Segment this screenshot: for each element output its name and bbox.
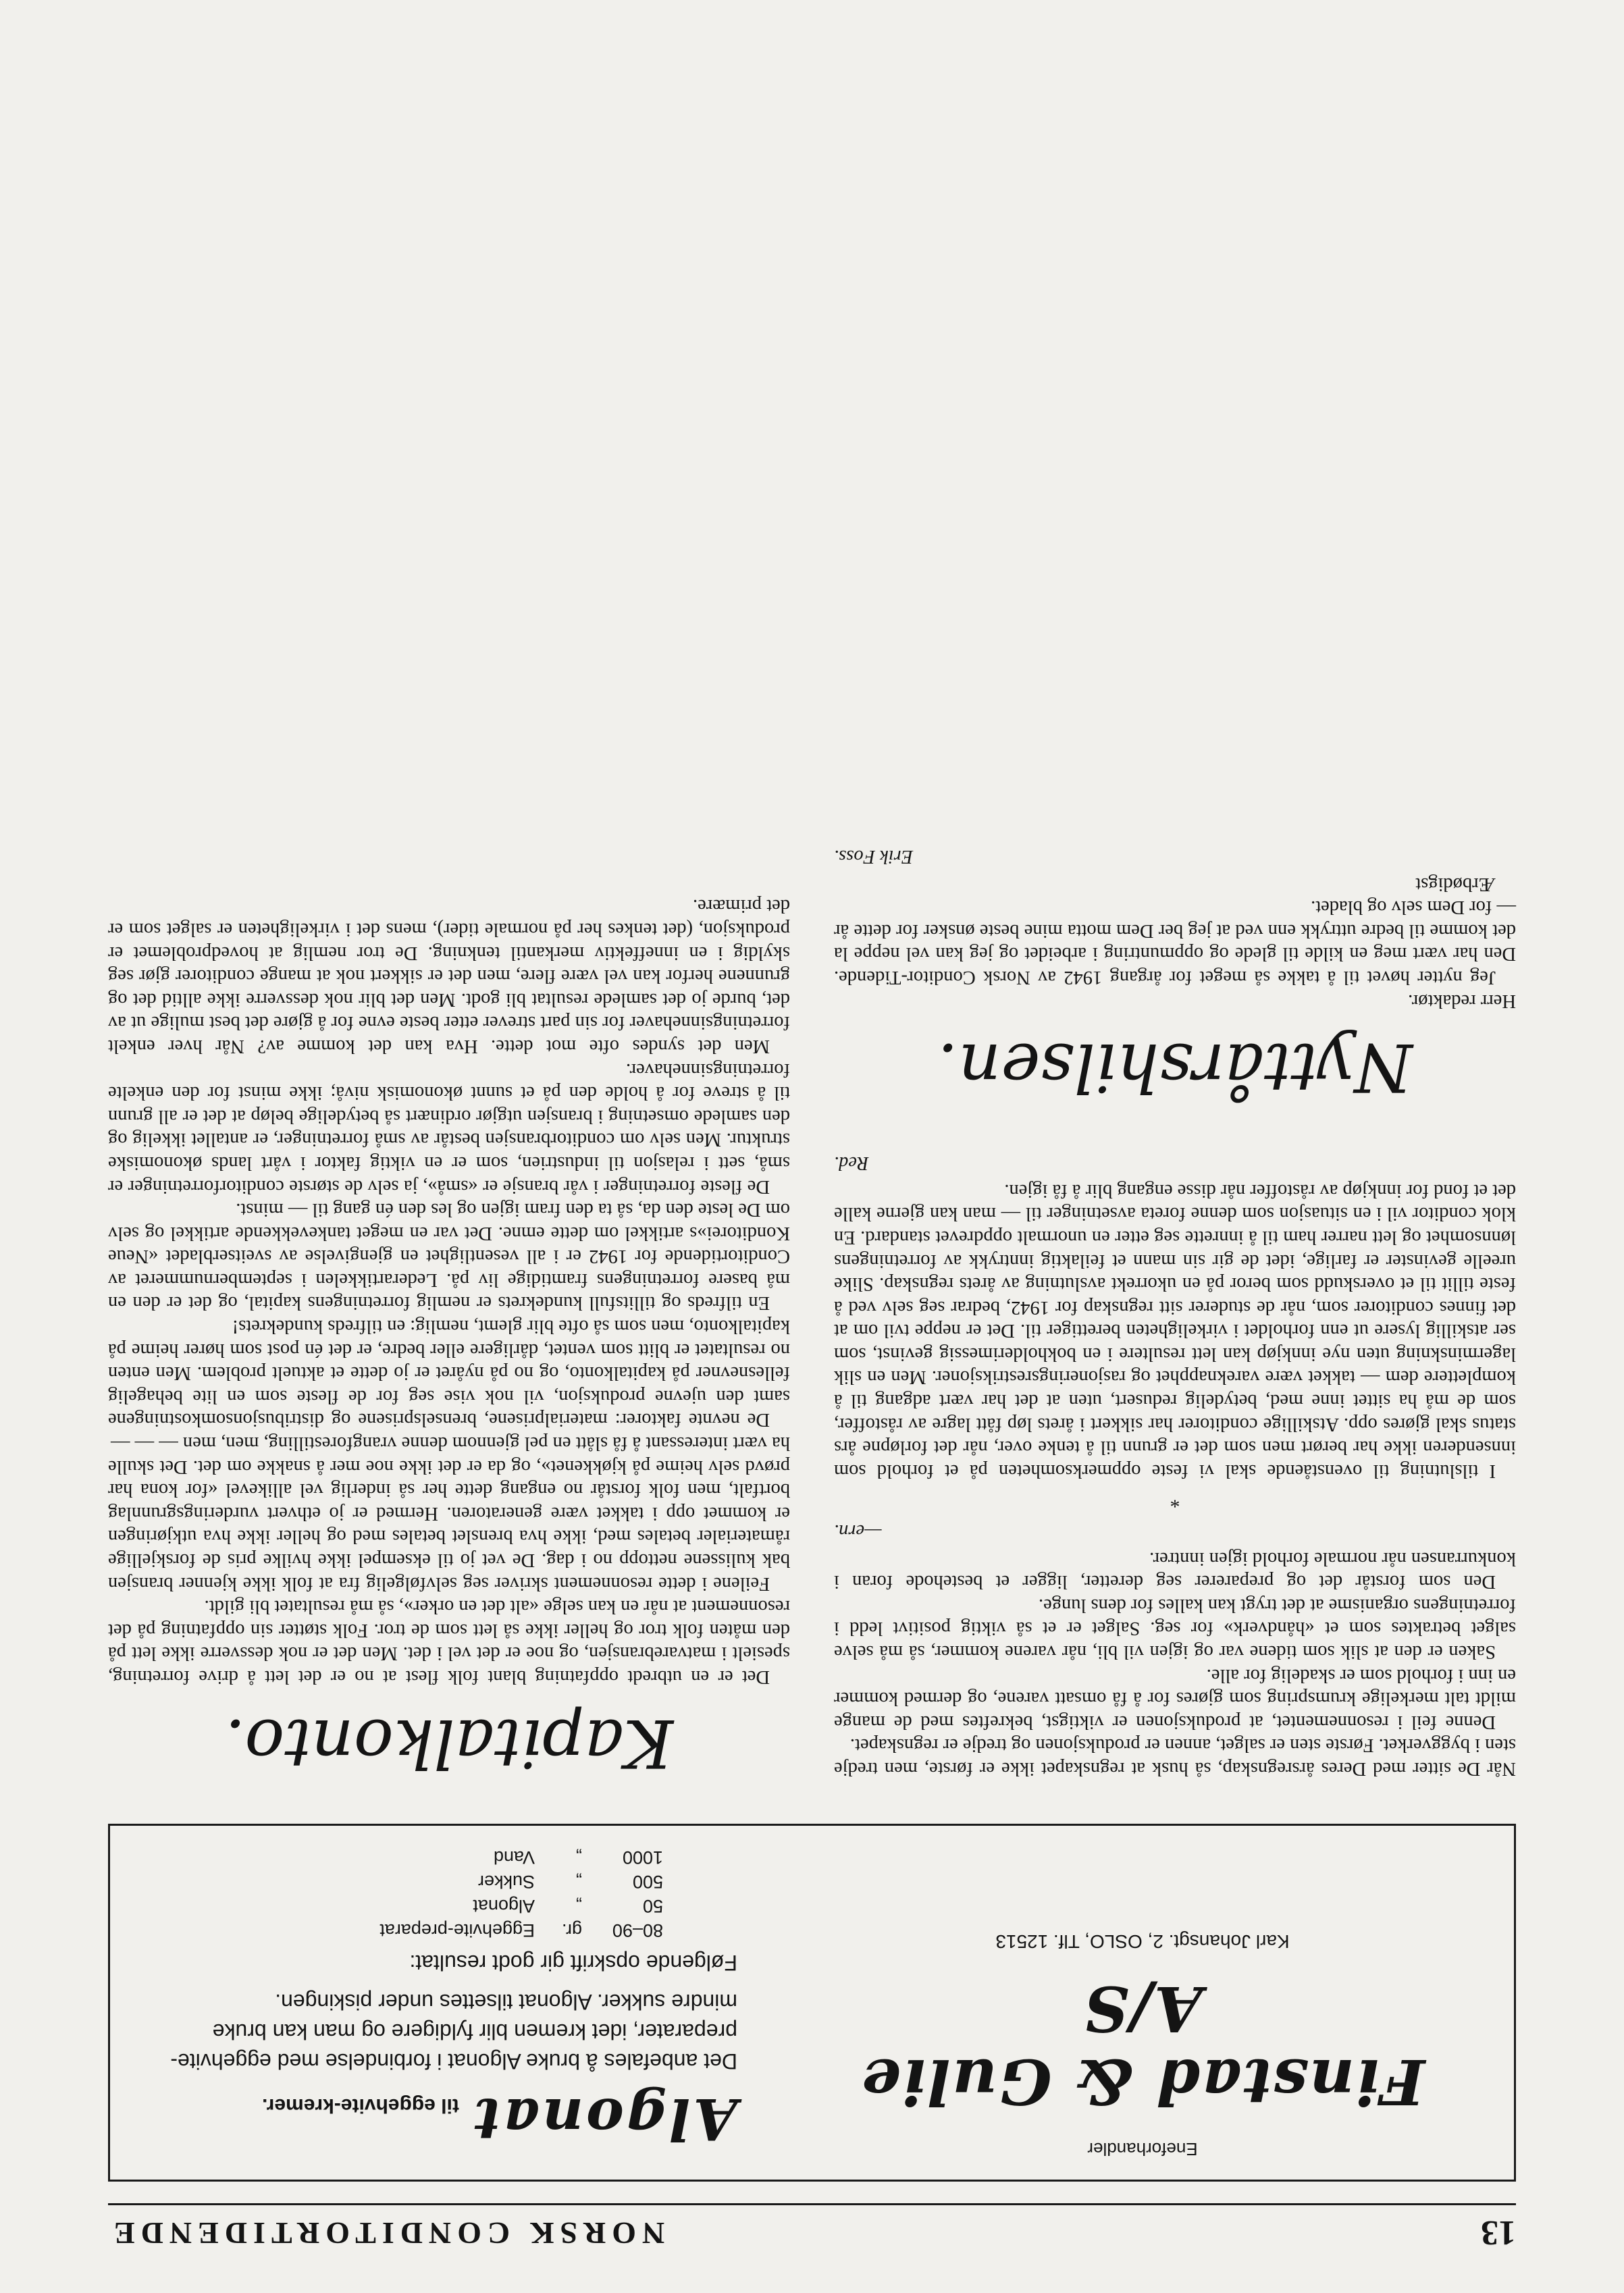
brand-subtitle: til eggehvite-kremer. (262, 2094, 459, 2117)
closing: Ærbødigst (1415, 873, 1496, 895)
brand-line (143, 2086, 737, 2153)
brand-name: Algonat (471, 2086, 737, 2153)
firm-name: Finstad & Gulie A/S (860, 1972, 1425, 2118)
firm-address: Karl Johansgt. 2, OSLO, Tlf. 12513 (995, 1931, 1290, 1952)
article-signature: —ern. (834, 1521, 882, 1542)
product-block (143, 1845, 737, 2153)
article-paragraph: De nevnte faktorer: materialprisene, brenselsprisene og distribusjonsomkostningene samt den ujevne produksjon, vil nok vise seg for de fleste som en lite behagelig fellesnevner på kapitalkonto, og no på nyåret er jo dette et aktuelt problem. Men enten no resultatet er blitt som ventet, dårligere eller bedre, er det én post som hører heime på kapitalkonto, men som så ofte blir glemt, nemlig: en tilfreds kundekrets! (108, 1316, 790, 1431)
article-heading-nyttarshilsen: Nyttårshilsen. (937, 1028, 1413, 1105)
salutation: Herr redaktør. (1408, 990, 1516, 1011)
ad-text: Det anbefales å bruke Algonat i forbindelse med eggehvite-preparater, idet kremen blir fyldigere og man kan bruke mindre sukker. Algonat tilsettes under piskingen. (170, 1990, 737, 2074)
page-number: 13 (1481, 2213, 1516, 2252)
article-paragraph: De fleste forretninger i vår bransje er «små», ja selv de største conditorforretninger er små, sett i relasjon til industrien, som er en viktig faktor i vårt lands økonomiske struktur. Men selv om conditorbransjen består av små forretninger, er antallet ikkelig og den samlede omsetning i bransjen utgjør ordinært så betydelige beløp at det er all grunn til å streve for å holde den på et sunnt økonomisk nivå; ikke minst for den enkelte forretningsinnehaver. (108, 1059, 790, 1197)
article-paragraph: Når De sitter med Deres årsregnskap, så husk at regnskapet ikke er første, men tredje sten i byggverket. Første sten er salget, annen er produksjonen og tredje er regnskapet. (834, 1735, 1516, 1779)
dealer-block (812, 1930, 1473, 2159)
column-left (834, 844, 1516, 1780)
article-paragraph: Saken er den at slik som tidene var og igjen vil bli, når varene kommer, så må selve salget betraktes som et «håndverk» for seg. Salget er et så viktig positivt ledd i forretningens organisme at det trygt kan kalles for dens lunge. (834, 1594, 1516, 1663)
recipe-item: 1000„Vand (493, 1847, 663, 1868)
dealer-label: Eneforhandler (1087, 2139, 1198, 2159)
recipe-item: 80–90gr.Eggehvite-preparat (379, 1920, 663, 1941)
article-heading-kapitalkonto: Kapitalkonto. (224, 1704, 674, 1781)
publication-title: NORSK CONDITORTIDENDE (108, 2216, 665, 2250)
article-paragraph: Den som forstår det og preparerer seg deretter, ligger et bestehode foran i konkurransen når normale forhold igjen inntrer. (834, 1548, 1516, 1593)
section-divider-star: * (1170, 1490, 1180, 1512)
recipe-item: 500„Sukker (477, 1872, 663, 1892)
article-paragraph: Denne feil i resonnementet, at produksjonen er viktigst, bekreftes med de mange mildt talt merkelige krumspring som gjøres for å få omsatt varene, og dermed kommer en inn i forhold som er skadelig for alle. (834, 1664, 1516, 1733)
article-paragraph: Men det syndes ofte mot dette. Hva kan det komme av? Når hver enkelt forretningsinnehaver for sin part strever etter beste evne for å gjøre det best mulige ut av det, burde jo det samlede resultat bli godt. Men det blir nok dessverre ikke alltid det og grunnene herfor kan vel være flere, men det er sikkert nok at mange conditorer gjør seg skyldig i en inneffektiv merkantil tenkning. De tror nemlig at hovedproblemet er produksjon, (det tenkes her på normale tider), mens det i virkeligheten er salget som er det primære. (108, 895, 790, 1057)
article-paragraph: I tilslutning til ovenstående skal vi feste oppmerksomheten på et forhold som innsenderen ikke har berørt men som det er grunn til å tenke over, når det forløpne års status skal gjøres opp. Atskillige conditorer har sikkert i årets løp fått lagre av råstoffer, som de må ha sittet inne med, betydelig redusert, uten at det har vært adgang til å komplettere dem — takket være vareknapphet og rasjoneringsrestriksjoner. Men en slik lagerminskning uten nye innkjøp kan lett resultere i en bokholderimessig gevinst, som ser atskillig lysere ut enn forholdet i virkeligheten berettiger til. Det er neppe tvil om at det finnes conditorer som, når de studerer sitt regnskap for 1942, bedrar seg selv ved å feste tillit til et overskudd som beror på en ukorrekt avslutning av årets regnskap. Slike ureelle gevinster er farlige, idet de gir sin mann et feilaktig inntrykk av forretningens lønnsomhet og lett narrer ham til å innrette seg etter en unormalt oppdrevet standard. En klok conditor vil i en situasjon som denne foreta avsetninger til — man kan gjerne kalle det et fond for innkjøp av råstoffer når disse engang blir å få igjen. (834, 1180, 1516, 1481)
author-signature: Erik Foss. (834, 846, 914, 867)
recipe-list (143, 1845, 663, 1943)
article-paragraph: Jeg nytter høvet til å takke så meget for årgang 1942 av Norsk Conditor-Tidende. Den har vært meg en kilde til glede og oppmuntring i arbeidet og jeg kan vel neppe la det komme til bedre uttrykk enn ved at jeg ber Dem motta mine beste ønsker for dette år — for Dem selv og bladet. (834, 897, 1516, 988)
article-paragraph: Feilene i dette resonnement skriver seg selvfølgelig fra at folk ikke kjenner bransjen bak kulissene nettopp no i dag. De vet jo til eksempel ikke hvilke pris de forskjellige råmaterialer betales med, ikke hva brenslet betales med og heller ikke hva utkjøringen er kommet opp i takket være generatoren. Hermed er jo ethvert vurderingsgrunnlag bortfalt, men folk forstår no engang dette her så inderlig vel allikevel «for kona har prøvd selv heime på kjøkkenet», og da er det ikke noe mer å snakke om det. Det skulle ha vært interessant å få slått en pel gjennom denne vrangforestilling, men, men — — — (108, 1433, 790, 1594)
algonat-advertisement (108, 1824, 1516, 2182)
editor-signature: Red. (834, 1153, 869, 1174)
column-right (108, 894, 790, 1780)
article-paragraph: En tilfreds og tillitsfull kundekrets er nemlig forretningens kapital, og det er den en må basere forretningens framtidige liv på. Lederartikkelen i septembernummeret av Conditortidende for 1942 er i all vesentlighet en gjengivelse av sveitserbladet «Neue Konditorei»s artikkel om dette emne. Det var en meget tankevekkende artikkel og selv om De leste den da, så ta den fram igjen og les den én gang til — minst. (108, 1199, 790, 1314)
recipe-intro: Følgende opskrift gir godt resultat: (409, 1951, 737, 1975)
recipe-item: 50„Algonat (473, 1896, 663, 1916)
article-paragraph: Det er en utbredt oppfatning blant folk flest at no er det lett å drive forretning, spesielt i matvarebransjen, og noe er det vel i det. Men det er nok dessverre ikke lett på den måten folk tror og heller ikke så lett som de tror. Folk støtter sin oppfatning på det resonnement at når en kan selge «alt det en orker», så må resultatet bli gildt. (108, 1596, 790, 1687)
masthead (108, 2203, 1516, 2252)
